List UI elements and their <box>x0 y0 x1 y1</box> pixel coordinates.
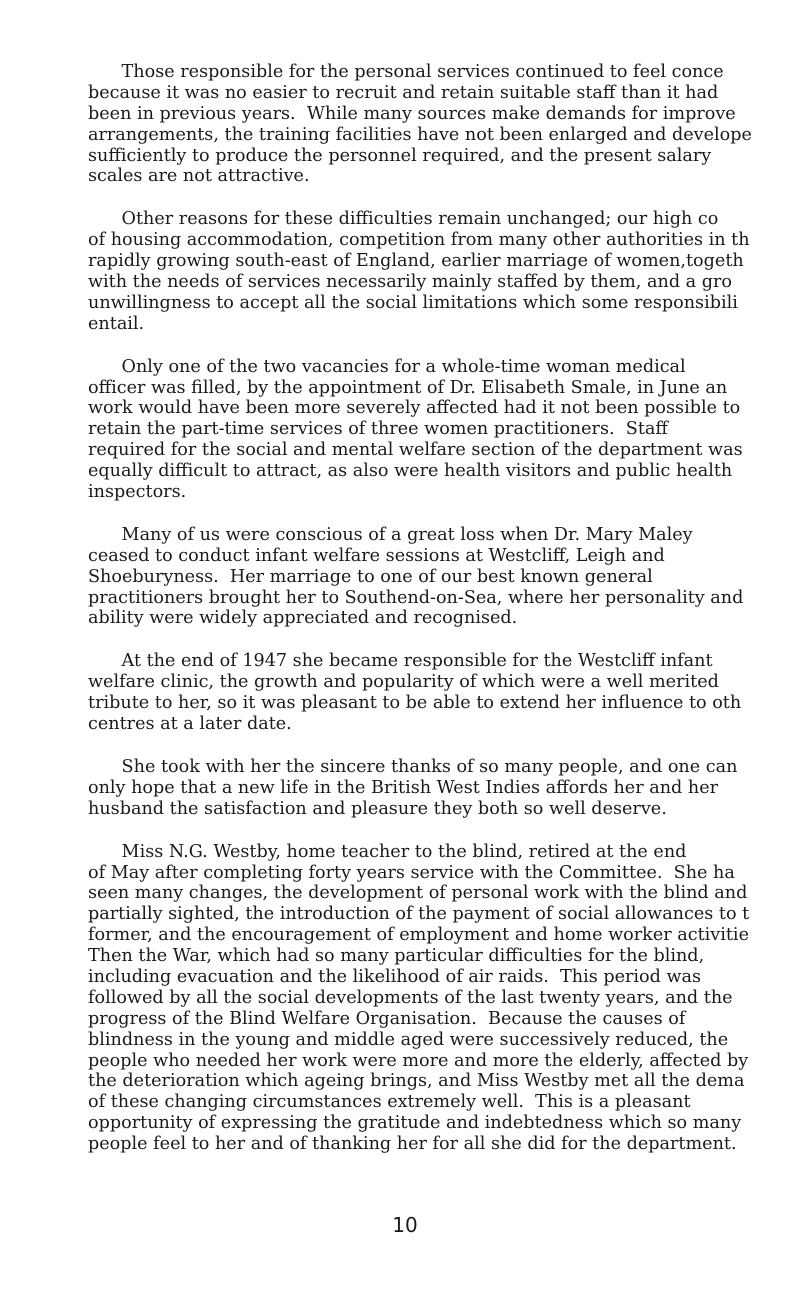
text-line: Miss N.G. Westby, home teacher to the blind, retired at the end <box>88 841 687 862</box>
body-text <box>88 62 800 1155</box>
text-line: equally difficult to attract, as also were health visitors and public health <box>88 461 733 482</box>
text-line: Only one of the two vacancies for a whole-time woman medical <box>88 356 686 377</box>
text-line: the deterioration which ageing brings, and Miss Westby met all the dema <box>88 1071 745 1092</box>
paragraph-gap <box>88 503 800 525</box>
text-line: unwillingness to accept all the social limitations which some responsibili <box>88 292 738 313</box>
text-line: Shoeburyness. Her marriage to one of our best known general <box>88 566 653 587</box>
text-line: She took with her the sincere thanks of so many people, and one can <box>88 756 738 777</box>
paragraph-thanks <box>88 757 800 820</box>
text-line: blindness in the young and middle aged were successively reduced, the <box>88 1029 729 1050</box>
text-line: with the needs of services necessarily mainly staffed by them, and a gro <box>88 272 733 293</box>
text-line: Many of us were conscious of a great loss when Dr. Mary Maley <box>88 524 693 545</box>
text-line: practitioners brought her to Southend-on-Sea, where her personality and <box>88 587 744 608</box>
text-line: people feel to her and of thanking her for all she did for the department. <box>88 1134 737 1155</box>
text-line: including evacuation and the likelihood of air raids. This period was <box>88 966 702 987</box>
text-line: been in previous years. While many sources make demands for improve <box>88 103 736 124</box>
text-line: opportunity of expressing the gratitude and indebtedness which so many <box>88 1113 742 1134</box>
paragraph-dr-mary-maley <box>88 525 800 629</box>
paragraph-gap <box>88 820 800 842</box>
paragraph-gap <box>88 629 800 651</box>
text-line: arrangements, the training facilities have not been enlarged and develope <box>88 124 752 145</box>
text-line: only hope that a new life in the British West Indies affords her and her <box>88 777 719 798</box>
text-line: Then the War, which had so many particular difficulties for the blind, <box>88 946 705 967</box>
text-line: of housing accommodation, competition from many other authorities in th <box>88 230 750 251</box>
text-line: centres at a later date. <box>88 714 292 735</box>
text-line: ability were widely appreciated and recognised. <box>88 608 518 629</box>
paragraph-gap <box>88 335 800 357</box>
text-line: progress of the Blind Welfare Organisation. Because the causes of <box>88 1008 686 1029</box>
text-line: scales are not attractive. <box>88 166 310 187</box>
paragraph-westcliff-clinic <box>88 651 800 735</box>
text-line: tribute to her, so it was pleasant to be able to extend her influence to oth <box>88 693 742 714</box>
text-line: former, and the encouragement of employment and home worker activitie <box>88 925 749 946</box>
text-line: required for the social and mental welfare section of the department was <box>88 440 743 461</box>
paragraph-staff-recruitment <box>88 62 800 187</box>
text-line: followed by all the social developments of the last twenty years, and the <box>88 987 733 1008</box>
text-line: seen many changes, the development of personal work with the blind and <box>88 883 748 904</box>
text-line: Other reasons for these difficulties remain unchanged; our high co <box>88 209 719 230</box>
text-line: inspectors. <box>88 482 187 503</box>
text-line: of these changing circumstances extremely well. This is a pleasant <box>88 1092 691 1113</box>
text-line: retain the part-time services of three women practitioners. Staff <box>88 419 668 440</box>
paragraph-gap <box>88 735 800 757</box>
paragraph-medical-officer-vacancies <box>88 357 800 503</box>
text-line: entail. <box>88 313 145 334</box>
paragraph-gap <box>88 187 800 209</box>
text-line: because it was no easier to recruit and retain suitable staff than it had <box>88 82 719 103</box>
page-number: 10 <box>392 1213 418 1237</box>
text-line: rapidly growing south-east of England, earlier marriage of women,togeth <box>88 251 744 272</box>
text-line: husband the satisfaction and pleasure they both so well deserve. <box>88 798 667 819</box>
text-line: people who needed her work were more and more the elderly, affected by <box>88 1050 749 1071</box>
text-line: welfare clinic, the growth and popularity of which were a well merited <box>88 672 719 693</box>
text-line: officer was filled, by the appointment of Dr. Elisabeth Smale, in June an <box>88 377 728 398</box>
paragraph-other-reasons <box>88 209 800 334</box>
text-line: partially sighted, the introduction of the payment of social allowances to t <box>88 904 750 925</box>
text-line: At the end of 1947 she became responsible for the Westcliff infant <box>88 651 713 672</box>
paragraph-miss-westby <box>88 842 800 1155</box>
text-line: work would have been more severely affected had it not been possible to <box>88 398 741 419</box>
text-line: Those responsible for the personal services continued to feel conce <box>88 62 724 82</box>
text-line: ceased to conduct infant welfare sessions at Westcliff, Leigh and <box>88 545 665 566</box>
text-line: sufficiently to produce the personnel required, and the present salary <box>88 145 712 166</box>
text-line: of May after completing forty years service with the Committee. She ha <box>88 862 735 883</box>
